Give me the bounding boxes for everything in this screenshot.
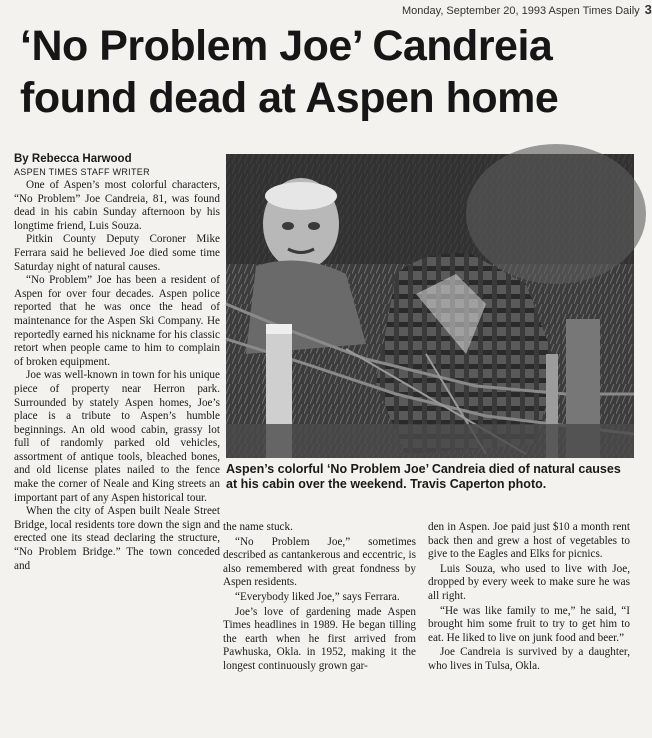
paragraph: “No Problem” Joe has been a resident of Aspen for over four decades. Aspen police reported that he was once the head of maintenance for the Aspen Ski Company. He reportedly earned his nickname for his classic retort when people came to him to complain of broken equipment.	[14, 274, 220, 368]
paragraph: Joe was well-known in town for his unique piece of property near Herron park. Surrounded by stately Aspen homes, Joe’s place is a tribute to Aspen’s humble beginnings. An old wood cabin, grassy lot full of randomly parked old vehicles, assortment of antique tools, bleached bones, and old license plates nailed to the fence make the corner of Neale and King streets an important part of any Aspen historical tour.	[14, 369, 220, 504]
photo-caption: Aspen’s colorful ‘No Problem Joe’ Candreia died of natural causes at his cabin over the weekend. Travis Caperton photo.	[226, 462, 621, 491]
paragraph: When the city of Aspen built Neale Street Bridge, local residents tore down the sign and erected one its stead declaring the structure, “No Problem Bridge.” The town conceded and	[14, 505, 220, 572]
byline-role: ASPEN TIMES STAFF WRITER	[14, 167, 150, 177]
paragraph: One of Aspen’s most colorful characters, “No Problem” Joe Candreia, 81, was found dead in his cabin Sunday afternoon by his longtime friend, Luis Souza.	[14, 179, 220, 232]
paragraph: Joe Candreia is survived by a daughter, who lives in Tulsa, Okla.	[428, 646, 630, 672]
page-header	[402, 2, 652, 18]
paragraph: Pitkin County Deputy Coroner Mike Ferrara said he believed Joe died some time Saturday night of natural causes.	[14, 233, 220, 273]
headline-line-2: found dead at Aspen home	[20, 74, 559, 122]
dateline: Monday, September 20, 1993 Aspen Times Daily	[402, 5, 640, 17]
paragraph: den in Aspen. Joe paid just $10 a month rent back then and grew a host of vegetables to give to the Eagles and Elks for picnics.	[428, 521, 630, 561]
paragraph: “He was like family to me,” he said, “I brought him some fruit to try to get him to eat. He liked to live on junk food and beer.”	[428, 604, 630, 644]
page-number: 3	[644, 2, 652, 17]
headline	[20, 20, 632, 124]
article-column-3	[428, 520, 630, 674]
paragraph: “No Problem Joe,” sometimes described as cantankerous and eccentric, is also remembered with great fondness by Aspen residents.	[223, 535, 416, 589]
byline	[14, 152, 219, 178]
article-column-1	[14, 179, 220, 573]
article-column-2	[223, 520, 416, 674]
byline-name: By Rebecca Harwood	[14, 153, 132, 165]
news-photo	[226, 154, 634, 458]
paragraph: Luis Souza, who used to live with Joe, dropped by every week to make sure he was all right.	[428, 562, 630, 602]
paragraph: the name stuck.	[223, 521, 293, 533]
headline-line-1: ‘No Problem Joe’ Candreia	[20, 22, 553, 70]
paragraph: “Everybody liked Joe,” says Ferrara.	[235, 590, 400, 603]
photo-illustration	[226, 154, 634, 458]
paragraph: Joe’s love of gardening made Aspen Times headlines in 1989. He began tilling the earth when he first arrived from Pawhuska, Okla. in 1952, making it the longest continuously grown gar-	[223, 605, 416, 672]
